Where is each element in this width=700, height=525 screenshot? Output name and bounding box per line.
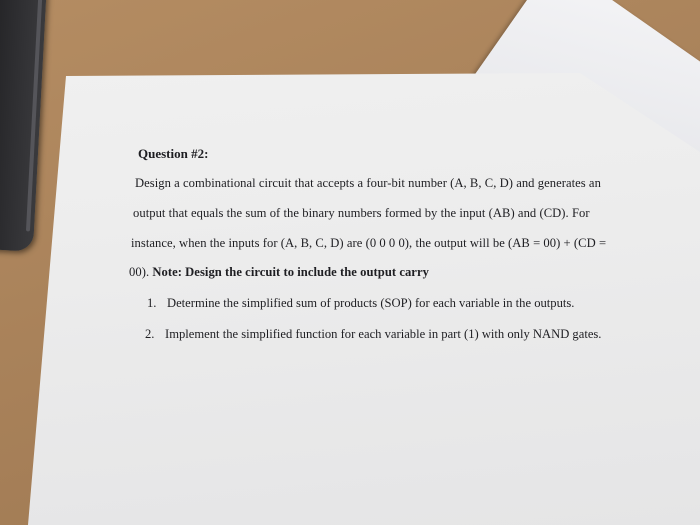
list-item-number: 2. bbox=[145, 327, 155, 341]
question-line-3: instance, when the inputs for (A, B, C, D) are (0 0 0 0), the output will be (AB = 00) + (CD = bbox=[131, 236, 607, 250]
list-item-text: Determine the simplified sum of products (SOP) for each variable in the outputs. bbox=[167, 296, 575, 310]
question-title: Question #2: bbox=[138, 146, 209, 161]
list-item-number: 1. bbox=[147, 296, 157, 310]
list-item bbox=[145, 327, 601, 342]
list-item-text: Implement the simplified function for each variable in part (1) with only NAND gates. bbox=[165, 327, 602, 341]
list-item bbox=[147, 296, 574, 311]
question-line-1: Design a combinational circuit that accepts a four-bit number (A, B, C, D) and generates an bbox=[135, 176, 601, 190]
question-line-4-prefix: 00). bbox=[129, 265, 153, 279]
question-line-4 bbox=[129, 265, 429, 280]
question-note: Note: Design the circuit to include the output carry bbox=[152, 265, 429, 279]
question-line-2: output that equals the sum of the binary numbers formed by the input (AB) and (CD). For bbox=[133, 206, 590, 220]
